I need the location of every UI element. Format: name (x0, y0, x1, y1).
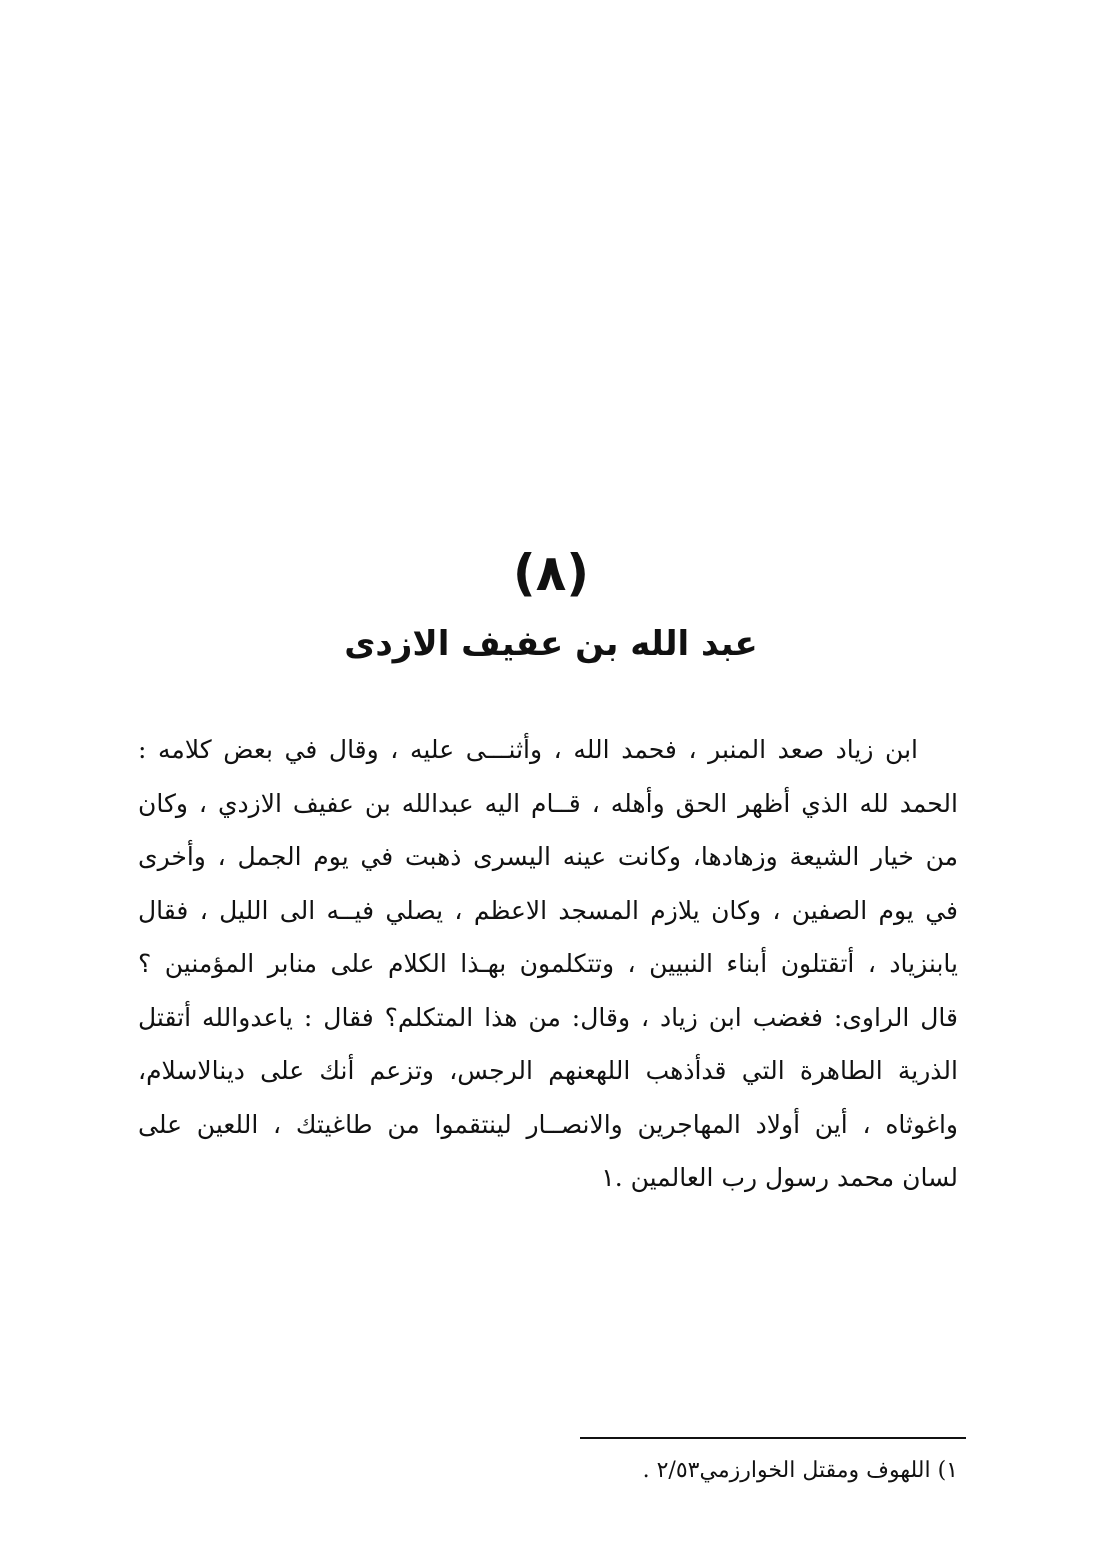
footnote-separator (580, 1437, 966, 1439)
body-line: في يوم الصفين ، وكان يلازم المسجد الاعظم ، يصلي فيــه الى الليل ، فقال (138, 895, 958, 925)
chapter-number: (٨) (512, 544, 590, 602)
body-line: الذرية الطاهرة التي قدأذهب اللهعنهم الرجس، وتزعم أنك على دينالاسلام، (138, 1056, 958, 1085)
footnote: ١) اللهوف ومقتل الخوارزمي٢/٥٣ . (642, 1458, 958, 1483)
body-paragraph (138, 723, 958, 1205)
body-line: من خيار الشيعة وزهادها، وكانت عينه اليسرى ذهبت في يوم الجمل ، وأخرى (138, 842, 958, 871)
body-line: يابنزياد ، أتقتلون أبناء النبيين ، وتتكلمون بهـذا الكلام على منابر المؤمنين ؟ (138, 949, 958, 978)
chapter-title: عبد الله بن عفيف الازدى (344, 624, 758, 664)
body-line: لسان محمد رسول رب العالمين .١ (601, 1163, 958, 1192)
body-line: واغوثاه ، أين أولاد المهاجرين والانصــار لينتقموا من طاغيتك ، اللعين على (138, 1109, 958, 1139)
body-line: ابن زياد صعد المنبر ، فحمد الله ، وأثنـــى عليه ، وقال في بعض كلامه : (138, 735, 918, 764)
body-line: الحمد لله الذي أظهر الحق وأهله ، قــام اليه عبدالله بن عفيف الازدي ، وكان (138, 788, 958, 818)
body-line: قال الراوى: فغضب ابن زياد ، وقال: من هذا المتكلم؟ فقال : ياعدوالله أتقتل (138, 1002, 958, 1032)
